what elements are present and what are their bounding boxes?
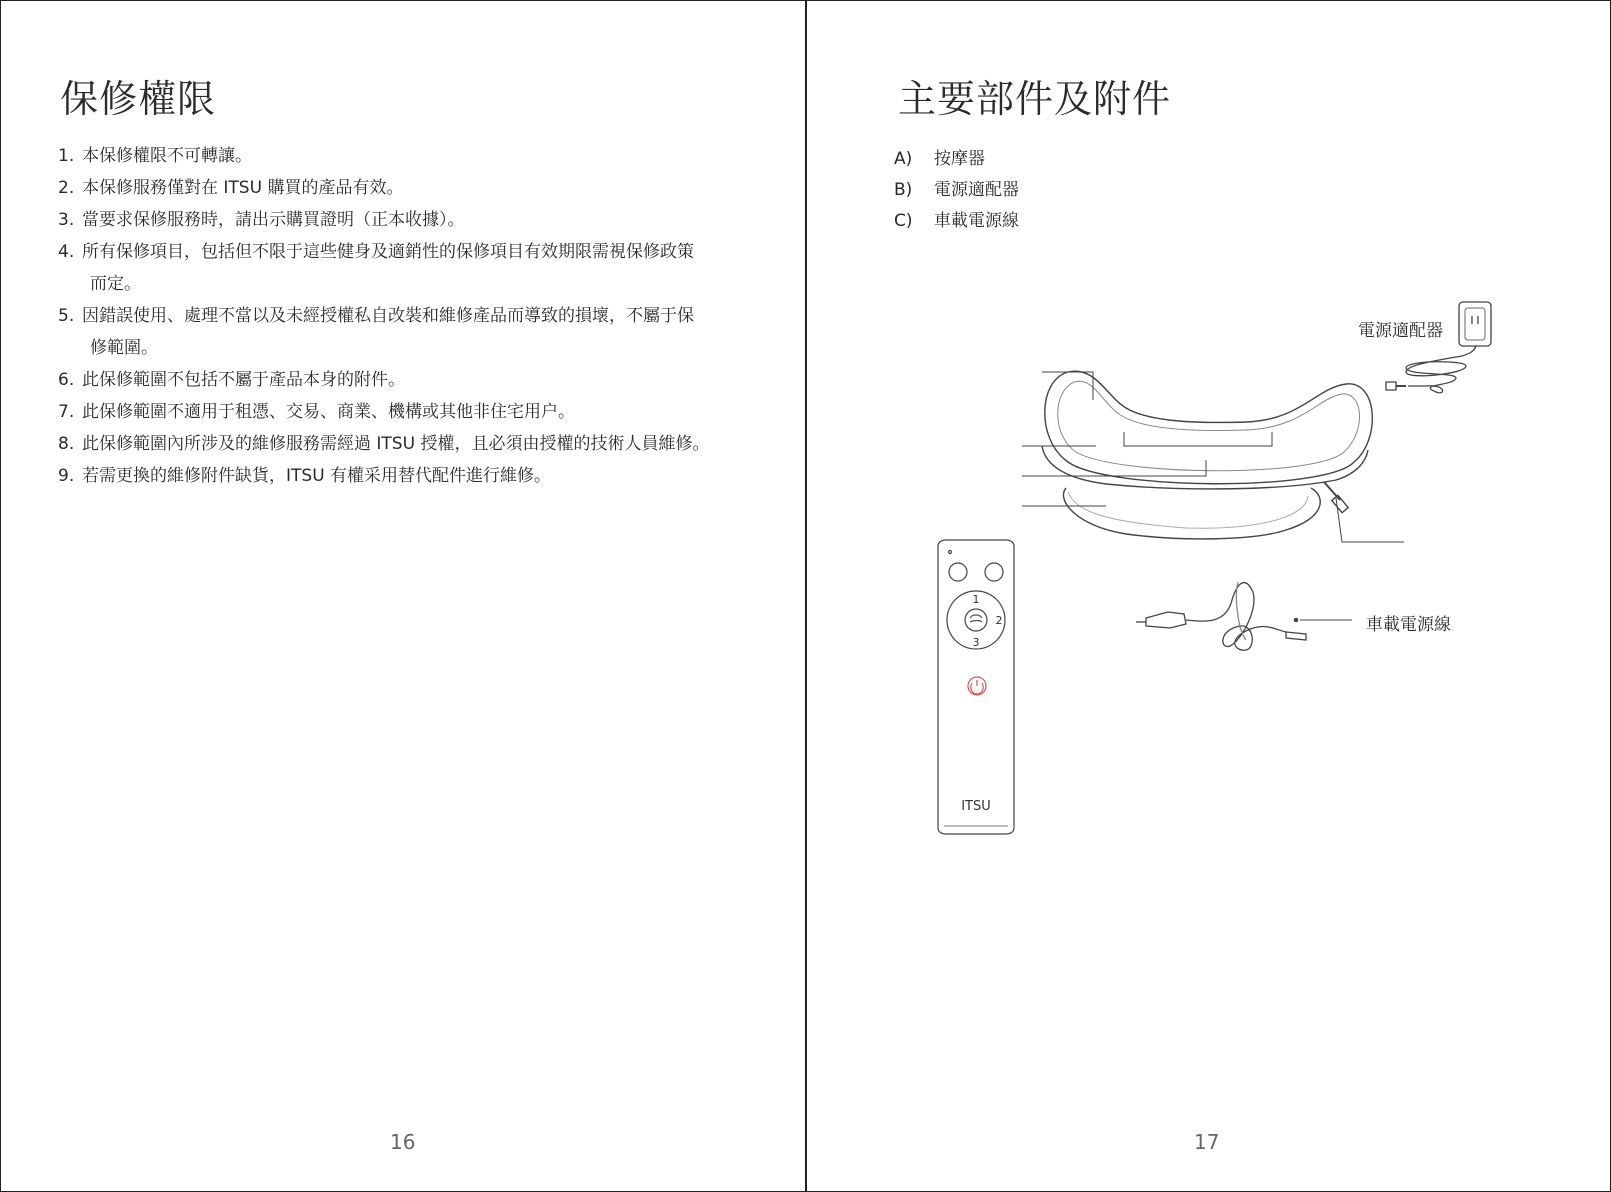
remote-illustration [938,540,1014,834]
adapter-label: 電源適配器 [1358,321,1443,341]
remote-button-3: 3 [972,636,980,649]
list-item: 6. 此保修範圍不包括不屬于產品本身的附件。 [58,370,405,390]
massager-illustration [1042,371,1372,539]
page-title: 主要部件及附件 [898,77,1172,121]
page-title: 保修權限 [60,77,217,121]
list-item: 8. 此保修範圍內所涉及的維修服務需經過 ITSU 授權，且必須由授權的技術人員維修。 [58,434,710,454]
list-item: 1. 本保修權限不可轉讓。 [58,146,252,166]
remote-brand-logo: ITSU [961,799,991,814]
list-item: 2. 本保修服務僅對在 ITSU 購買的產品有效。 [58,178,404,198]
list-item: 7. 此保修範圍不適用于租憑、交易、商業、機構或其他非住宅用户。 [58,402,575,422]
remote-button-2: 2 [995,614,1003,627]
product-diagram [806,0,1611,1192]
right-page [806,0,1611,1192]
car-cable-illustration [1136,582,1306,650]
remote-button-1: 1 [972,593,980,606]
car-cable-label: 車載電源線 [1366,615,1451,635]
page-number: 16 [390,1130,416,1154]
list-item: A) 按摩器 [894,149,985,169]
page-number: 17 [1194,1130,1220,1154]
list-item: C) 車載電源線 [894,211,1019,231]
list-item: 3. 當要求保修服務時，請出示購買證明（正本收據）。 [58,210,465,230]
leader-lines [1022,372,1404,622]
warranty-list [58,140,758,492]
list-item: 5. 因錯誤使用、處理不當以及未經授權私自改裝和維修產品而導致的損壞，不屬于保 修範圍。 [58,306,694,358]
list-item: 4. 所有保修項目，包括但不限于這些健身及適銷性的保修項目有效期限需視保修政策 而定。 [58,242,694,294]
list-item: 9. 若需更換的維修附件缺貨，ITSU 有權采用替代配件進行維修。 [58,466,552,486]
list-item: B) 電源適配器 [894,180,1019,200]
